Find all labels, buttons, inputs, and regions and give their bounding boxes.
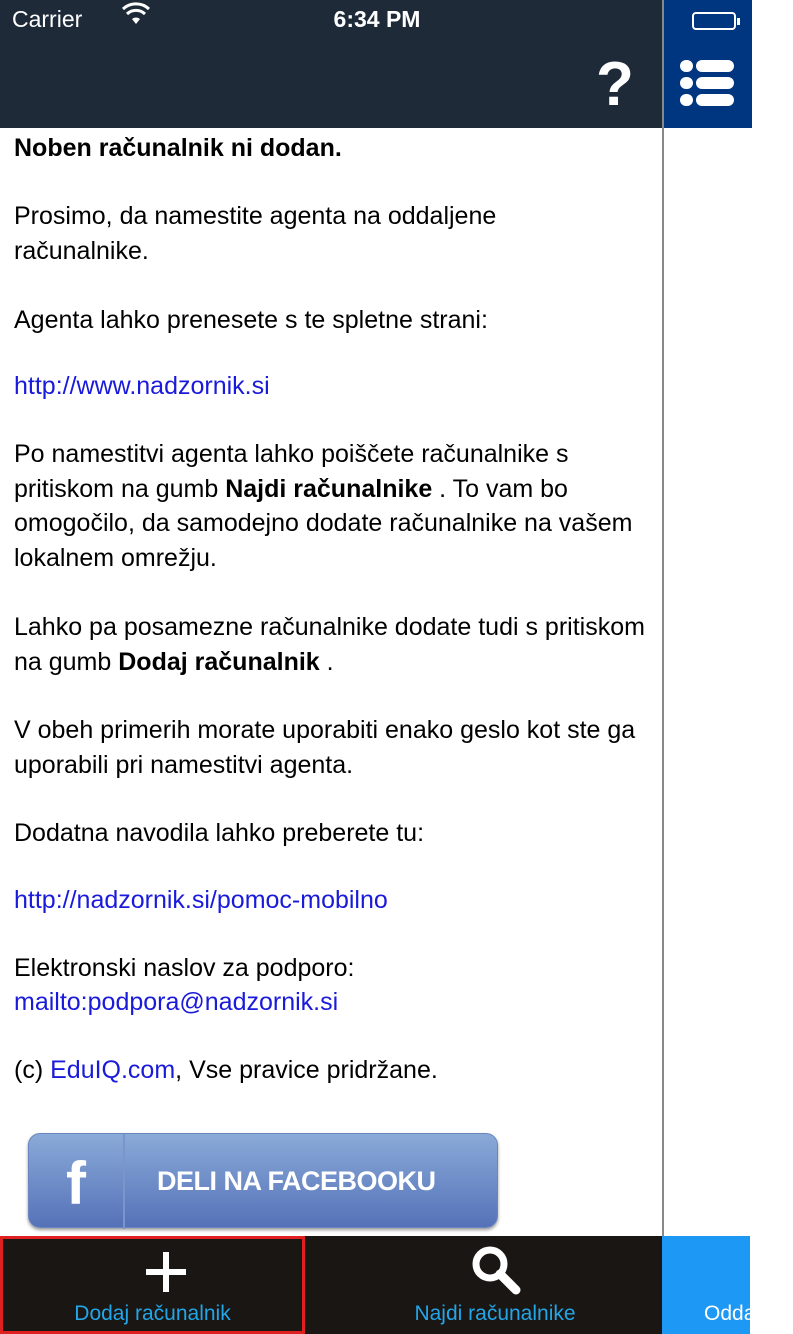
help-link[interactable]: http://nadzornik.si/pomoc-mobilno xyxy=(14,886,388,914)
paragraph xyxy=(14,610,654,679)
website-link[interactable]: http://www.nadzornik.si xyxy=(14,372,270,400)
text: (c) xyxy=(14,1056,51,1084)
text: . To vam bo omogočilo, da samodejno dodate računalnike na vašem lokalnem omrežju. xyxy=(14,474,633,572)
facebook-share-label: DELI NA FACEBOOKU xyxy=(157,1166,436,1196)
plus-icon xyxy=(146,1252,186,1292)
text: . xyxy=(319,647,334,676)
paragraph: Prosimo, da namestite agenta na oddaljene računalnike. xyxy=(14,202,497,265)
side-header xyxy=(333,0,752,128)
facebook-share-button[interactable] xyxy=(28,1133,498,1228)
tab-label: Oddaljeni xyxy=(704,1302,793,1325)
eduiq-link[interactable]: EduIQ.com xyxy=(50,1056,176,1084)
facebook-icon: f xyxy=(29,1134,125,1229)
bold-text: Najdi računalnike xyxy=(225,474,433,503)
tab-add-computer[interactable] xyxy=(0,1236,305,1334)
search-icon xyxy=(470,1244,522,1294)
tab-bar xyxy=(0,1236,662,1334)
paragraph xyxy=(14,437,654,575)
time-label: 6:34 PM xyxy=(333,6,421,32)
copyright xyxy=(14,1053,654,1088)
paragraph: Dodatna navodila lahko preberete tu: xyxy=(14,819,425,847)
paragraph: V obeh primerih morate uporabiti enako geslo kot ste ga uporabili pri namestitvi agenta. xyxy=(14,716,636,779)
carrier-label: Carrier xyxy=(12,6,83,32)
text: Lahko pa posamezne računalnike dodate tudi s pritiskom na gumb xyxy=(14,613,645,676)
text: Po namestitvi agenta lahko poiščete računalnike s pritiskom na gumb xyxy=(14,440,569,503)
email-link[interactable]: mailto:podpora@nadzornik.si xyxy=(14,988,339,1016)
text: , Vse pravice pridržane. xyxy=(175,1056,438,1084)
paragraph: Agenta lahko prenesete s te spletne strani: xyxy=(14,306,488,334)
help-button[interactable]: ? xyxy=(596,50,634,119)
bold-text: Dodaj računalnik xyxy=(118,647,320,676)
heading: Noben računalnik ni dodan. xyxy=(14,134,342,162)
tab-remote[interactable] xyxy=(662,1236,793,1334)
tab-label: Dodaj računalnik xyxy=(74,1302,231,1325)
tab-label: Najdi računalnike xyxy=(414,1302,576,1325)
menu-list-icon[interactable] xyxy=(680,60,736,106)
paragraph: Elektronski naslov za podporo: xyxy=(14,954,355,982)
tab-find-computers[interactable] xyxy=(330,1236,660,1334)
battery-icon xyxy=(692,12,736,30)
